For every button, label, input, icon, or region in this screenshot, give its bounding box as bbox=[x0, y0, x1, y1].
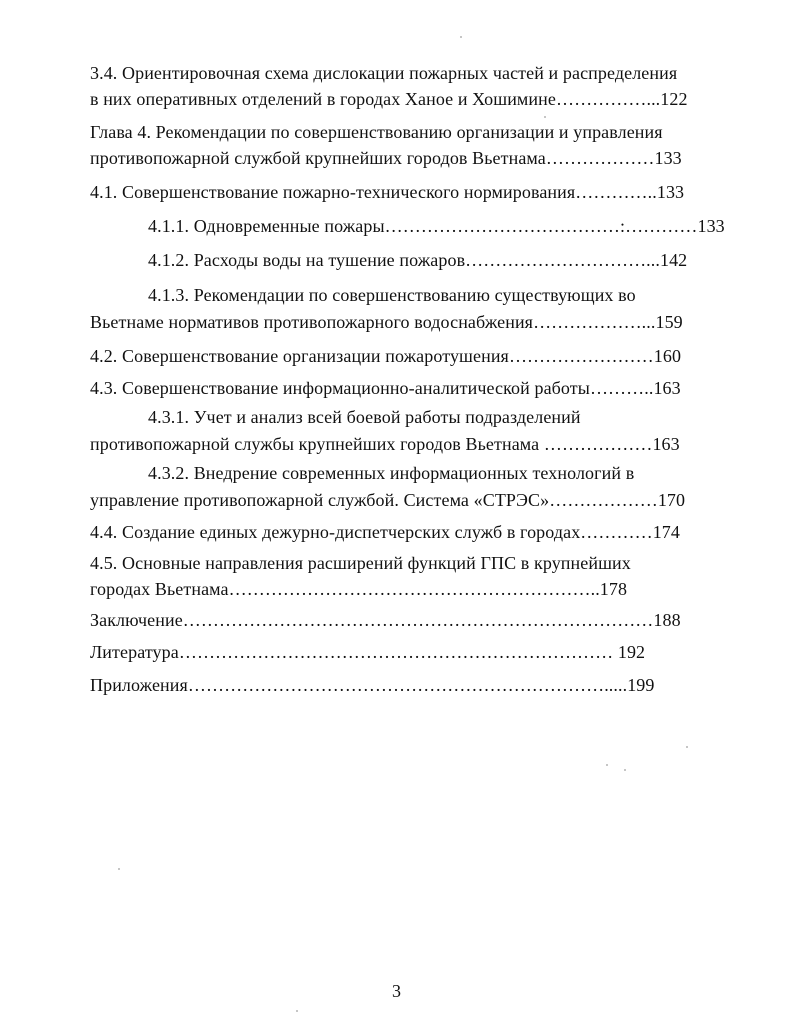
toc-entry-4-5-line-2: городах Вьетнама……………………………………………………..178 bbox=[90, 579, 628, 599]
scan-speck bbox=[606, 764, 608, 766]
toc-entry-literature: Литература……………………………………………………………… 192 bbox=[90, 642, 646, 662]
scan-speck bbox=[624, 769, 626, 771]
toc-entry-4-3-1-line-2: противопожарной службы крупнейших городов Вьетнама ………………163 bbox=[90, 434, 680, 454]
toc-entry-appendices: Приложения…………………………………………………………….....199 bbox=[90, 675, 655, 695]
scan-speck bbox=[296, 1010, 298, 1012]
toc-entry-4-1-1: 4.1.1. Одновременные пожары…………………………………:…………133 bbox=[148, 216, 725, 236]
toc-entry-4-4: 4.4. Создание единых дежурно-диспетчерских служб в городах…………174 bbox=[90, 522, 681, 542]
toc-entry-chapter-4-line-2: противопожарной службой крупнейших городов Вьетнама………………133 bbox=[90, 148, 682, 168]
page-number: 3 bbox=[392, 981, 401, 1001]
scan-speck bbox=[544, 116, 546, 118]
toc-entry-chapter-4-line-1: Глава 4. Рекомендации по совершенствованию организации и управления bbox=[90, 122, 663, 142]
scan-speck bbox=[118, 868, 120, 870]
toc-entry-4-5-line-1: 4.5. Основные направления расширений функций ГПС в крупнейших bbox=[90, 553, 631, 573]
toc-entry-4-3: 4.3. Совершенствование информационно-аналитической работы………..163 bbox=[90, 378, 681, 398]
toc-entry-conclusion: Заключение……………………………………………………………………188 bbox=[90, 610, 681, 630]
toc-entry-4-3-1-line-1: 4.3.1. Учет и анализ всей боевой работы подразделений bbox=[148, 407, 581, 427]
toc-entry-4-1-3-line-1: 4.1.3. Рекомендации по совершенствованию существующих во bbox=[148, 285, 636, 305]
toc-entry-4-1: 4.1. Совершенствование пожарно-технического нормирования…………..133 bbox=[90, 182, 685, 202]
toc-entry-4-3-2-line-1: 4.3.2. Внедрение современных информационных технологий в bbox=[148, 463, 635, 483]
toc-entry-4-1-3-line-2: Вьетнаме нормативов противопожарного водоснабжения………………...159 bbox=[90, 312, 683, 332]
scan-speck bbox=[686, 746, 688, 748]
toc-entry-4-1-2: 4.1.2. Расходы воды на тушение пожаров…………………………...142 bbox=[148, 250, 688, 270]
toc-entry-4-3-2-line-2: управление противопожарной службой. Система «СТРЭС»………………170 bbox=[90, 490, 686, 510]
toc-entry-4-2: 4.2. Совершенствование организации пожаротушения……………………160 bbox=[90, 346, 682, 366]
toc-entry-3-4-line-2: в них оперативных отделений в городах Ханое и Хошимине……………...122 bbox=[90, 89, 688, 109]
scan-speck bbox=[460, 36, 462, 38]
toc-entry-3-4-line-1: 3.4. Ориентировочная схема дислокации пожарных частей и распределения bbox=[90, 63, 678, 83]
